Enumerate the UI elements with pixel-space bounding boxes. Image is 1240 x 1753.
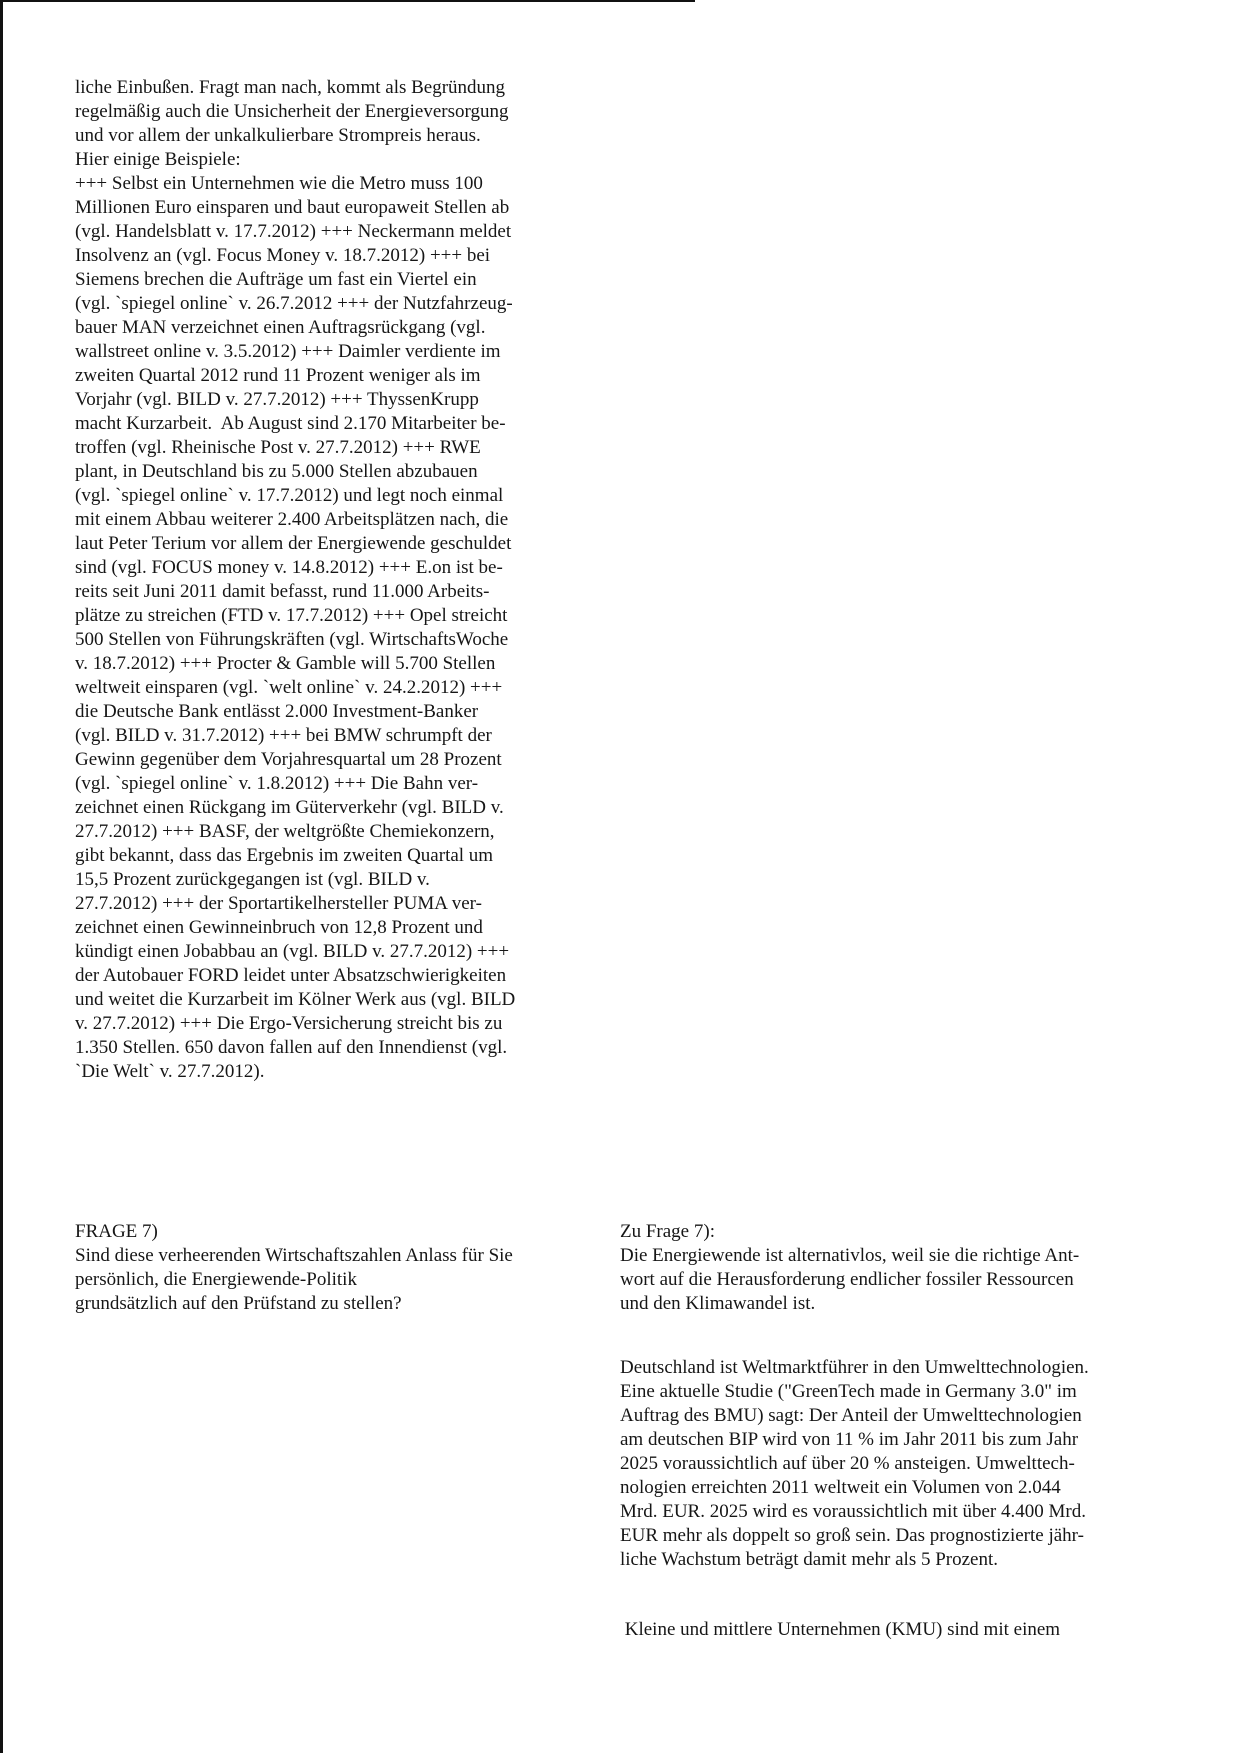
- text-line: nologien erreichten 2011 weltweit ein Volumen von 2.044: [620, 1477, 1061, 1498]
- text-line: am deutschen BIP wird von 11 % im Jahr 2011 bis zum Jahr: [620, 1429, 1079, 1450]
- text-line: (vgl. `spiegel online` v. 17.7.2012) und legt noch einmal: [75, 485, 504, 506]
- text-line: mit einem Abbau weiterer 2.400 Arbeitsplätzen nach, die: [75, 509, 509, 530]
- text-line: kündigt einen Jobabbau an (vgl. BILD v. 27.7.2012) +++: [75, 941, 510, 962]
- text-line: 15,5 Prozent zurückgegangen ist (vgl. BILD v.: [75, 869, 430, 890]
- scan-edge-left: [0, 0, 3, 1753]
- answer-heading: Zu Frage 7):: [620, 1221, 715, 1242]
- text-line: wort auf die Herausforderung endlicher fossiler Ressourcen: [620, 1269, 1074, 1290]
- text-line: Gewinn gegenüber dem Vorjahresquartal um 28 Prozent: [75, 749, 502, 770]
- text-line: reits seit Juni 2011 damit befasst, rund 11.000 Arbeits-: [75, 581, 490, 602]
- text-line: plätze zu streichen (FTD v. 17.7.2012) +++ Opel streicht: [75, 605, 508, 626]
- text-line: `Die Welt` v. 27.7.2012).: [75, 1061, 265, 1082]
- text-line: weltweit einsparen (vgl. `welt online` v. 24.2.2012) +++: [75, 677, 503, 698]
- text-line: 2025 voraussichtlich auf über 20 % ansteigen. Umwelttech-: [620, 1453, 1075, 1474]
- text-line: (vgl. `spiegel online` v. 1.8.2012) +++ Die Bahn ver-: [75, 773, 479, 794]
- answer-paragraph-2: [620, 1356, 1190, 1572]
- text-line: Auftrag des BMU) sagt: Der Anteil der Umwelttechnologien: [620, 1405, 1082, 1426]
- text-line: grundsätzlich auf den Prüfstand zu stellen?: [75, 1293, 402, 1314]
- text-line: Eine aktuelle Studie ("GreenTech made in Germany 3.0" im: [620, 1381, 1077, 1402]
- text-line: zweiten Quartal 2012 rund 11 Prozent weniger als im: [75, 365, 481, 386]
- text-line: 500 Stellen von Führungskräften (vgl. WirtschaftsWoche: [75, 629, 509, 650]
- text-line: 27.7.2012) +++ der Sportartikelhersteller PUMA ver-: [75, 893, 482, 914]
- text-line: Insolvenz an (vgl. Focus Money v. 18.7.2012) +++ bei: [75, 245, 491, 266]
- text-line: Millionen Euro einsparen und baut europaweit Stellen ab: [75, 197, 510, 218]
- answer-block: [620, 1220, 1190, 1316]
- text-line: zeichnet einen Rückgang im Güterverkehr (vgl. BILD v.: [75, 797, 504, 818]
- text-line: Deutschland ist Weltmarktführer in den Umwelttechnologien.: [620, 1357, 1089, 1378]
- text-line: macht Kurzarbeit. Ab August sind 2.170 Mitarbeiter be-: [75, 413, 506, 434]
- text-line: Mrd. EUR. 2025 wird es voraussichtlich mit über 4.400 Mrd.: [620, 1501, 1086, 1522]
- question-lines: [75, 1244, 635, 1316]
- scan-edge-top: [0, 0, 695, 2]
- text-line: (vgl. Handelsblatt v. 17.7.2012) +++ Neckermann meldet: [75, 221, 512, 242]
- text-line: Kleine und mittlere Unternehmen (KMU) sind mit einem: [620, 1619, 1061, 1640]
- text-line: und vor allem der unkalkulierbare Strompreis heraus.: [75, 125, 481, 146]
- text-line: wallstreet online v. 3.5.2012) +++ Daimler verdiente im: [75, 341, 501, 362]
- text-line: Siemens brechen die Aufträge um fast ein Viertel ein: [75, 269, 477, 290]
- text-line: Vorjahr (vgl. BILD v. 27.7.2012) +++ ThyssenKrupp: [75, 389, 479, 410]
- text-line: persönlich, die Energiewende-Politik: [75, 1269, 357, 1290]
- text-line: die Deutsche Bank entlässt 2.000 Investment-Banker: [75, 701, 479, 722]
- text-line: sind (vgl. FOCUS money v. 14.8.2012) +++ E.on ist be-: [75, 557, 503, 578]
- text-line: Die Energiewende ist alternativlos, weil sie die richtige Ant-: [620, 1245, 1080, 1266]
- text-line: plant, in Deutschland bis zu 5.000 Stellen abzubauen: [75, 461, 478, 482]
- text-line: laut Peter Terium vor allem der Energiewende geschuldet: [75, 533, 512, 554]
- question-block: [75, 1220, 635, 1316]
- text-line: bauer MAN verzeichnet einen Auftragsrückgang (vgl.: [75, 317, 486, 338]
- text-line: liche Wachstum beträgt damit mehr als 5 Prozent.: [620, 1549, 999, 1570]
- text-line: (vgl. BILD v. 31.7.2012) +++ bei BMW schrumpft der: [75, 725, 492, 746]
- text-line: v. 27.7.2012) +++ Die Ergo-Versicherung streicht bis zu: [75, 1013, 503, 1034]
- text-line: (vgl. `spiegel online` v. 26.7.2012 +++ der Nutzfahrzeug-: [75, 293, 513, 314]
- text-line: gibt bekannt, dass das Ergebnis im zweiten Quartal um: [75, 845, 494, 866]
- text-line: und den Klimawandel ist.: [620, 1293, 816, 1314]
- text-line: zeichnet einen Gewinneinbruch von 12,8 Prozent und: [75, 917, 483, 938]
- text-line: regelmäßig auch die Unsicherheit der Energieversorgung: [75, 101, 509, 122]
- text-line: troffen (vgl. Rheinische Post v. 27.7.2012) +++ RWE: [75, 437, 481, 458]
- text-line: und weitet die Kurzarbeit im Kölner Werk aus (vgl. BILD: [75, 989, 516, 1010]
- answer-paragraph-3: [620, 1618, 1190, 1642]
- text-line: Sind diese verheerenden Wirtschaftszahlen Anlass für Sie: [75, 1245, 513, 1266]
- text-line: v. 18.7.2012) +++ Procter & Gamble will 5.700 Stellen: [75, 653, 496, 674]
- question-heading: FRAGE 7): [75, 1221, 158, 1242]
- left-column-body-paragraph: [75, 76, 575, 1084]
- answer-lines: [620, 1244, 1190, 1316]
- text-line: 1.350 Stellen. 650 davon fallen auf den Innendienst (vgl.: [75, 1037, 508, 1058]
- text-line: +++ Selbst ein Unternehmen wie die Metro muss 100: [75, 173, 483, 194]
- text-line: EUR mehr als doppelt so groß sein. Das prognostizierte jähr-: [620, 1525, 1084, 1546]
- text-line: 27.7.2012) +++ BASF, der weltgrößte Chemiekonzern,: [75, 821, 495, 842]
- text-line: der Autobauer FORD leidet unter Absatzschwierigkeiten: [75, 965, 507, 986]
- text-line: liche Einbußen. Fragt man nach, kommt als Begründung: [75, 77, 506, 98]
- text-line: Hier einige Beispiele:: [75, 149, 241, 170]
